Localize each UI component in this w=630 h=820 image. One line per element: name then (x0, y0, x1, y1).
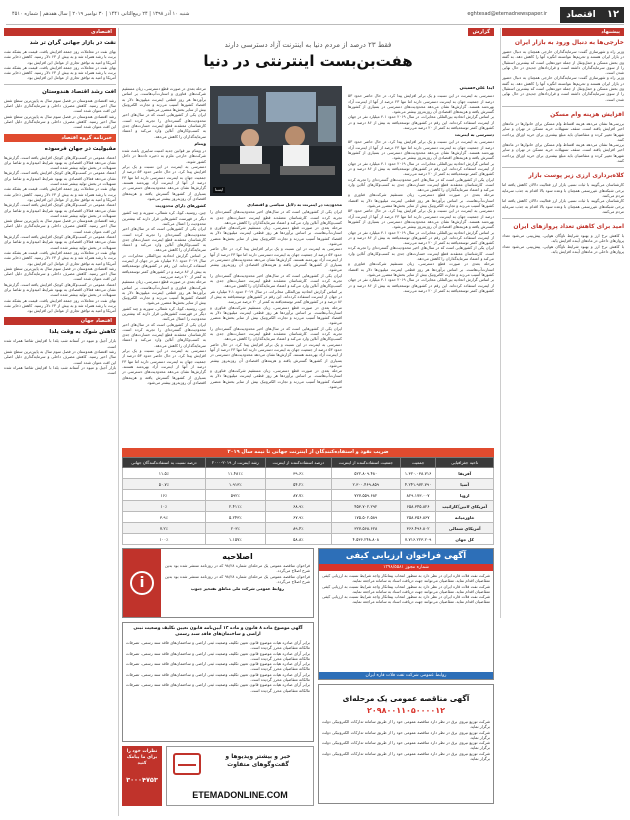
main-paragraph: بر اساس گزارش اتحادیه بین‌المللی مخابرات، در سال ۲۰۱۹ حدود ۴.۱ میلیارد نفر در جهان از اینترنت استفاده کرده‌اند. این رقم در کشورهای توسعه‌یافته به بیش از ۸۶ درصد و در کشورهای کمتر توسعه‌یافته به کمتر از ۲۰ درصد می‌رسد. (348, 114, 494, 130)
main-paragraph: ایران یکی از کشورهایی است که در سال‌های اخیر محدودیت‌های گسترده‌ای را تجربه کرده است. کارشناسان معتقدند قطع اینترنت خسارت‌های جدی به کسب‌وکارهای آنلاین وارد می‌کند و اعتماد سرمایه‌گذاران را کاهش می‌دهد. (210, 325, 342, 342)
table-cell: ۸۹.۴٪ (265, 523, 331, 534)
main-subhead: ویتنام (194, 140, 206, 146)
left-story-body: بهای نفت در معاملات روز جمعه افزایش یافت. قیمت هر بشکه نفت برنت با رشد همراه شد و به بیش از ۶۳ دلار رسید. کاهش ذخایر نفت آمریکا و امید به توافق تجاری از عوامل این افزایش بود. (4, 297, 116, 314)
table-cell: ۵۴.۲٪ (265, 479, 331, 490)
date-line: شنبه ۱۰ آذر ۱۳۹۸ | ۲۴ ربیع‌الثانی ۱۴۴۱ | ۳۰ نوامبر ۲۰۱۹ | سال هفدهم | شماره ۴۵۱۰ (12, 11, 190, 18)
right-story-body-cont: بررسی‌ها نشان می‌دهد هزینه اقساط وام مسکن برای خانوارها در ماه‌های اخیر افزایش یافته است. سقف تسهیلات خرید مسکن در تهران و سایر شهرها تغییر کرده و متقاضیان باید مبلغ بیشتری برای خرید اوراق پرداخت کنند. (502, 142, 624, 164)
main-col-3 (122, 86, 206, 442)
table-cell: ۶۸.۹٪ (265, 501, 331, 512)
main-subhead: دسترسی به اینترنت (454, 132, 494, 138)
table-cell: ۳.۹٪ (123, 512, 206, 523)
right-story-title: خارجی‌ها به دنبال ورود به بازار ایران (514, 39, 624, 46)
region-cell: اروپا (436, 490, 494, 501)
main-story-header (122, 28, 494, 71)
header-divider (6, 24, 624, 25)
region-cell: آفریقا (436, 468, 494, 479)
ad-footer: روابط عمومی شرکت ملی مناطق نفتخیز جنوب (191, 586, 284, 592)
main-paragraph: ایران یکی از کشورهایی است که در سال‌های اخیر محدودیت‌های گسترده‌ای را تجربه کرده است. کارشناسان معتقدند قطع اینترنت خسارت‌های جدی به کسب‌وکارهای آنلاین وارد می‌کند و اعتماد سرمایه‌گذاران را کاهش می‌دهد. (348, 245, 494, 262)
right-story-body: وزیر راه و شهرسازی گفت: سرمایه‌گذاران خارجی همچنان به دنبال حضور در بازار ایران هستند و تحریم‌ها نتوانسته انگیزه آنها را کاهش دهد. به گفته وی بخش مسکن و حمل‌ونقل از جمله حوزه‌هایی است که بیشترین استقبال را از سوی سرمایه‌گذاران داشته است و قراردادهای جدیدی در حال نهایی شدن است. (502, 49, 624, 76)
table-cell: ۱.۹۱۳٪ (205, 479, 265, 490)
main-paragraph: ایران یکی از کشورهایی است که در سال‌های اخیر محدودیت‌های گسترده‌ای را تجربه کرده است. کارشناسان معتقدند قطع اینترنت خسارت‌های جدی به کسب‌وکارهای آنلاین وارد می‌کند و اعتماد سرمایه‌گذاران را کاهش می‌دهد. (122, 226, 206, 253)
left-story-title: نفت در بازار جهانی گران تر شد (29, 40, 116, 46)
main-col-2 (210, 200, 342, 442)
info-icon: i (130, 571, 154, 595)
main-paragraph: بر اساس گزارش اتحادیه بین‌المللی مخابرات، در سال ۲۰۱۹ حدود ۴.۱ میلیارد نفر در جهان از اینترنت استفاده کرده‌اند. این رقم در کشورهای توسعه‌یافته به بیش از ۸۶ درصد و در کشورهای کمتر توسعه‌یافته به کمتر از ۲۰ درصد می‌رسد. (348, 277, 494, 293)
ad-body: شرکت توزیع نیروی برق در نظر دارد مناقصه عمومی خود را از طریق سامانه تدارکات الکترونیکی دولت برگزار نماید. (322, 729, 490, 740)
left-story-body: اعتماد عمومی در کسب‌وکارهای کوچک افزایش یافته است. گزارش‌ها نشان می‌دهد فعالان اقتصادی به بهبود شرایط امیدوارند و تقاضا برای تسهیلات در بخش تولید بیشتر شده است. (4, 281, 116, 298)
main-paragraph: مرحله بعدی در صورت قطع دسترسی، زیان مستقیم شرکت‌های فناوری و استارت‌آپ‌هاست. بر اساس برآوردها هر روز قطعی اینترنت میلیون‌ها دلار به اقتصاد کشورها آسیب می‌زند و تجارت الکترونیک بیش از سایر بخش‌ها متضرر می‌شود. (122, 86, 206, 113)
ad-body: برابر آرای صادره هیات موضوع قانون تعیین تکلیف وضعیت ثبتی اراضی و ساختمان‌های فاقد سند رسمی، تصرفات مالکانه متقاضیان محرز گردیده است. (126, 661, 310, 672)
main-col-1 (348, 86, 494, 442)
table-cell: ۱۷۵.۵۰۲.۵۸۹ (331, 512, 400, 523)
table-cell: ۱۰٪ (123, 501, 206, 512)
photo-credit: ایسنا (215, 187, 224, 192)
divider (502, 218, 624, 219)
column-rule (118, 28, 119, 816)
left-story-body: بازار آجیل و میوه در آستانه شب یلدا با افزایش تقاضا همراه شده است. (4, 338, 116, 349)
main-paragraph: ایران یکی از کشورهایی است که در سال‌های اخیر محدودیت‌های گسترده‌ای را تجربه کرده است. کارشناسان معتقدند قطع اینترنت خسارت‌های جدی به کسب‌وکارهای آنلاین وارد می‌کند و اعتماد سرمایه‌گذاران را کاهش می‌دهد. (210, 209, 342, 225)
ad-title: اصلاحیه (222, 552, 253, 561)
left-column-label: اقتصاد جهان (4, 317, 116, 325)
main-photo (210, 86, 342, 196)
table-cell: ۴.۵۳۶.۲۴۸.۸۰۸ (331, 534, 400, 545)
table-title: ضریب نفوذ و استفاده‌کنندگان از اینترنت جهانی تا نیمه سال ۲۰۱۹ (122, 448, 494, 457)
left-story-body: رشد اقتصادی هندوستان در فصل سوم سال به پایین‌ترین سطح شش سال اخیر رسید. کاهش مصرف داخلی و سرمایه‌گذاری دلیل اصلی این افت عنوان شده است. (4, 265, 116, 282)
left-story-body: رشد اقتصادی هندوستان در فصل سوم سال به پایین‌ترین سطح شش سال اخیر رسید. کاهش مصرف داخلی و سرمایه‌گذاری دلیل اصلی این افت عنوان شده است. (4, 97, 116, 114)
right-story-body-cont: وزیر راه و شهرسازی گفت: سرمایه‌گذاران خارجی همچنان به دنبال حضور در بازار ایران هستند و تحریم‌ها نتوانسته انگیزه آنها را کاهش دهد. به گفته وی بخش مسکن و حمل‌ونقل از جمله حوزه‌هایی است که بیشترین استقبال را از سوی سرمایه‌گذاران داشته است و قراردادهای جدیدی در حال نهایی شدن است. (502, 75, 624, 102)
table-cell: ۷۲۷.۵۵۹.۶۸۲ (331, 490, 400, 501)
table-cell: ۸۲۹.۱۷۳.۰۰۷ (400, 490, 436, 501)
info-icon-box (123, 549, 161, 617)
region-cell: آمریکای لاتین/کارائیب (436, 501, 494, 512)
ad-body: شرکت نفت فلات قاره ایران در نظر دارد به منظور انتخاب پیمانکار واجد شرایط نسبت به ارزیابی کیفی متقاضیان اقدام نماید. متقاضیان می‌توانند جهت دریافت اسناد به سامانه مراجعه نمایند. (322, 594, 490, 605)
sms-label: نظرات خود را برای ما پیامک کنید (126, 749, 158, 766)
divider (502, 167, 624, 168)
stats-table (122, 457, 494, 545)
divider (502, 106, 624, 107)
right-story-body-cont: کارشناسان می‌گویند با ثبات نسبی بازار ارز فعالیت دلالان کاهش یافته اما برخی شبکه‌های غیررسمی همچنان با وعده سود بالا اقدام به جذب سرمایه مردم می‌کنند. (502, 198, 624, 214)
table-row (123, 512, 494, 523)
right-story-body: بررسی‌ها نشان می‌دهد هزینه اقساط وام مسکن برای خانوارها در ماه‌های اخیر افزایش یافته است. سقف تسهیلات خرید مسکن در تهران و سایر شهرها تغییر کرده و متقاضیان باید مبلغ بیشتری برای خرید اوراق پرداخت کنند. (502, 120, 624, 142)
main-title: هفت‌بن‌بست اینترنتی در دنیا (203, 52, 413, 70)
section-tag: اقتصاد (560, 7, 602, 23)
main-paragraph: ایران یکی از کشورهایی است که در سال‌های اخیر محدودیت‌های گسترده‌ای را تجربه کرده است. کارشناسان معتقدند قطع اینترنت خسارت‌های جدی به کسب‌وکارهای آنلاین وارد می‌کند و اعتماد سرمایه‌گذاران را کاهش می‌دهد. (122, 112, 206, 139)
right-story-title: افزایش هزینه وام مسکن (550, 110, 624, 118)
table-cell: ۱.۱۵۷٪ (205, 534, 265, 545)
table-cell: ۲.۳۰۰.۴۶۹.۸۵۹ (331, 479, 400, 490)
ad-body: برابر آرای صادره هیات موضوع قانون تعیین تکلیف وضعیت ثبتی اراضی و ساختمان‌های فاقد سند رسمی، تصرفات مالکانه متقاضیان محرز گردیده است. (126, 640, 310, 651)
table-header-row (123, 458, 494, 468)
table-cell: ۱۶٪ (123, 490, 206, 501)
region-cell: خاورمیانه (436, 512, 494, 523)
table-cell: ۱.۳۲۰.۰۳۸.۷۱۶ (400, 468, 436, 479)
ad-body: شرکت توزیع نیروی برق در نظر دارد مناقصه عمومی خود را از طریق سامانه تدارکات الکترونیکی دولت برگزار نماید. (322, 719, 490, 730)
ad-body: شرکت نفت فلات قاره ایران در نظر دارد به منظور انتخاب پیمانکار واجد شرایط نسبت به ارزیابی کیفی متقاضیان اقدام نماید. متقاضیان می‌توانند جهت دریافت اسناد به سامانه مراجعه نمایند. (322, 573, 490, 584)
left-column-label: اقتصادی (4, 28, 116, 36)
table-cell: ۷.۲٪ (123, 523, 206, 534)
ad-title: آگهی فراخوان ارزیابی کیفی (319, 549, 493, 564)
main-paragraph: دسترسی به اینترنت در این نسبت و یک برابر افزایش پیدا کرد. در حال حاضر حدود ۵۳ درصد از جمعیت جهان به اینترنت دسترسی دارند اما تنها ۲۳ درصد از آنها از اینترنت آزاد بهره‌مند هستند. گزارش‌ها نشان می‌دهد محدودیت‌های دسترسی در بسیاری از کشورها گسترش یافته و هزینه‌های اقتصادی آن روزبه‌روز بیشتر می‌شود. (122, 164, 206, 201)
ad-body: برابر آرای صادره هیات موضوع قانون تعیین تکلیف وضعیت ثبتی اراضی و ساختمان‌های فاقد سند رسمی، تصرفات مالکانه متقاضیان محرز گردیده است. (126, 671, 310, 683)
left-story-body: اعتماد عمومی در کسب‌وکارهای کوچک افزایش یافته است. گزارش‌ها نشان می‌دهد فعالان اقتصادی به بهبود شرایط امیدوارند و تقاضا برای تسهیلات در بخش تولید بیشتر شده است. (4, 234, 116, 250)
left-story-body: بازار آجیل و میوه در آستانه شب یلدا با افزایش تقاضا همراه شده است. (4, 364, 116, 376)
main-subtitle: فقط ۲۳ درصد از مردم دنیا به اینترنت آزاد دسترسی دارند (224, 41, 392, 49)
promo-site[interactable]: ETEMADONLINE.COM (192, 790, 288, 800)
right-column-label: پیشنهاد (502, 28, 624, 36)
main-paragraph: ایران یکی از کشورهایی است که در سال‌های اخیر محدودیت‌های گسترده‌ای را تجربه کرده است. کارشناسان معتقدند قطع اینترنت خسارت‌های جدی به کسب‌وکارهای آنلاین وارد می‌کند و اعتماد سرمایه‌گذاران را کاهش می‌دهد. (210, 272, 342, 289)
divider (4, 84, 116, 85)
table-cell: ۶۵۸.۳۴۵.۸۲۶ (400, 501, 436, 512)
main-paragraph: بر اساس گزارش اتحادیه بین‌المللی مخابرات، در سال ۲۰۱۹ حدود ۴.۱ میلیارد نفر در جهان از اینترنت استفاده کرده‌اند. این رقم در کشورهای توسعه‌یافته به بیش از ۸۶ درصد و در کشورهای کمتر توسعه‌یافته به کمتر از ۲۰ درصد می‌رسد. (122, 252, 206, 279)
table-header-cell: جمعیت (400, 458, 436, 468)
table-cell: ۳۹.۶٪ (265, 468, 331, 479)
table-row (123, 534, 494, 545)
main-paragraph: چین، روسیه، کوبا، کره شمالی، سوریه و چند کشور دیگر در فهرست کشورهایی قرار دارند که بیشترین محدودیت را اعمال می‌کنند. (122, 210, 206, 226)
table-body (123, 468, 494, 545)
kicker: گزارش (468, 28, 494, 36)
right-story-body: با کاهش نرخ ارز و بهبود شرایط ناوگان هوایی، پیش‌بینی می‌شود تعداد پروازهای داخلی در ماه‌های آینده افزایش یابد. (502, 233, 624, 244)
table-row (123, 468, 494, 479)
table-header-cell: ناحیه جغرافیایی (436, 458, 494, 468)
main-paragraph: دسترسی به اینترنت در این نسبت و یک برابر افزایش پیدا کرد. در حال حاضر حدود ۵۳ درصد از جمعیت جهان به اینترنت دسترسی دارند اما تنها ۲۳ درصد از آنها از اینترنت آزاد بهره‌مند هستند. گزارش‌ها نشان می‌دهد محدودیت‌های دسترسی در بسیاری از کشورها گسترش یافته و هزینه‌های اقتصادی آن روزبه‌روز بیشتر می‌شود. (122, 348, 206, 385)
ad-body: برابر آرای صادره هیات موضوع قانون تعیین تکلیف وضعیت ثبتی اراضی و ساختمان‌های فاقد سند رسمی، تصرفات مالکانه متقاضیان محرز گردیده است. (126, 650, 310, 661)
table-cell: ۵.۲۴۳٪ (205, 512, 265, 523)
table-cell: ۴.۲۴۱.۹۷۲.۷۹۰ (400, 479, 436, 490)
main-paragraph: دسترسی به اینترنت در این نسبت و یک برابر افزایش پیدا کرد. در حال حاضر حدود ۵۳ درصد از جمعیت جهان به اینترنت دسترسی دارند اما تنها ۲۳ درصد از آنها از اینترنت آزاد بهره‌مند هستند. گزارش‌ها نشان می‌دهد محدودیت‌های دسترسی در بسیاری از کشورها گسترش یافته و هزینه‌های اقتصادی آن روزبه‌روز بیشتر می‌شود. (210, 246, 342, 273)
main-paragraph: مرحله بعدی در صورت قطع دسترسی، زیان مستقیم شرکت‌های فناوری و استارت‌آپ‌هاست. بر اساس برآوردها هر روز قطعی اینترنت میلیون‌ها دلار به اقتصاد کشورها آسیب می‌زند و تجارت الکترونیک بیش از سایر بخش‌ها متضرر می‌شود. (210, 304, 342, 326)
region-cell: کل جهان (436, 534, 494, 545)
promo-text: خبر و بیشتر ویدیوها و گفت‌وگوهای متفاوت (225, 753, 291, 768)
stats-table-block (122, 448, 494, 545)
ad-land-notice[interactable] (122, 622, 314, 742)
main-paragraph: دسترسی به اینترنت در این نسبت و یک برابر افزایش پیدا کرد. در حال حاضر حدود ۵۳ درصد از جمعیت جهان به اینترنت دسترسی دارند اما تنها ۲۳ درصد از آنها از اینترنت آزاد بهره‌مند هستند. گزارش‌ها نشان می‌دهد محدودیت‌های دسترسی در بسیاری از کشورها گسترش یافته و هزینه‌های اقتصادی آن روزبه‌روز بیشتر می‌شود. (348, 139, 494, 161)
table-cell: ۵۸.۸٪ (265, 534, 331, 545)
table-header-cell: درصد نسبت به استفاده‌کنندگان جهانی (123, 458, 206, 468)
table-cell: ۳۶۶.۴۹۶.۸۰۲ (400, 523, 436, 534)
left-story-title: افت رشد اقتصاد هندوستان (42, 88, 116, 95)
table-cell: ۱۱.۴۸۱٪ (205, 468, 265, 479)
table-cell: ۲۵۸.۳۵۶.۸۶۷ (400, 512, 436, 523)
table-cell: ۵۹۲٪ (205, 490, 265, 501)
ad-body: شرکت نفت فلات قاره ایران در نظر دارد به منظور انتخاب پیمانکار واجد شرایط نسبت به ارزیابی کیفی متقاضیان اقدام نماید. متقاضیان می‌توانند جهت دریافت اسناد به سامانه مراجعه نمایند. (322, 583, 490, 594)
byline: آیدا علی‌حسینی (459, 86, 494, 91)
left-story-body: رشد اقتصادی هندوستان در فصل سوم سال به پایین‌ترین سطح شش سال اخیر رسید. کاهش مصرف داخلی و سرمایه‌گذاری دلیل اصلی این افت عنوان شده است. (4, 218, 116, 234)
region-cell: آسیا (436, 479, 494, 490)
table-cell: ۷.۷۱۶.۲۲۳.۲۰۹ (400, 534, 436, 545)
ad-tender[interactable] (318, 684, 494, 804)
left-story-body: بهای نفت در معاملات روز جمعه افزایش یافت. قیمت هر بشکه نفت برنت با رشد همراه شد و به بیش از ۶۳ دلار رسید. کاهش ذخایر نفت آمریکا و امید به توافق تجاری از عوامل این افزایش بود. (4, 49, 116, 65)
left-column (4, 28, 116, 816)
ad-quality-call[interactable] (318, 548, 494, 680)
table-row (123, 523, 494, 534)
main-subhead: کشورهای دارای محدودیت (155, 203, 206, 209)
main-paragraph: ایران یکی از کشورهایی است که در سال‌های اخیر محدودیت‌های گسترده‌ای را تجربه کرده است. کارشناسان معتقدند قطع اینترنت خسارت‌های جدی به کسب‌وکارهای آنلاین وارد می‌کند و اعتماد سرمایه‌گذاران را کاهش می‌دهد. (348, 176, 494, 193)
table-cell: ۱۱.۵٪ (123, 468, 206, 479)
left-story-title: مقبولیت در جهان فرسوده (44, 145, 116, 152)
table-cell: ۵۲۲.۸۰۹.۴۸۰ (331, 468, 400, 479)
ad-body: برابر آرای صادره هیات موضوع قانون تعیین تکلیف وضعیت ثبتی اراضی و ساختمان‌های فاقد سند رسمی، تصرفات مالکانه متقاضیان محرز گردیده است. (126, 682, 310, 693)
main-paragraph: مرحله بعدی در صورت قطع دسترسی، زیان مستقیم شرکت‌های فناوری و استارت‌آپ‌هاست. بر اساس برآوردها هر روز قطعی اینترنت میلیون‌ها دلار به اقتصاد کشورها آسیب می‌زند و تجارت الکترونیک بیش از سایر بخش‌ها متضرر می‌شود. (348, 192, 494, 209)
table-header-cell: رشد اینترنت از ۲۰۱۹-۲۰۰۰ (205, 458, 265, 468)
main-paragraph: مرحله بعدی در صورت قطع دسترسی، زیان مستقیم شرکت‌های فناوری و استارت‌آپ‌هاست. بر اساس برآوردها هر روز قطعی اینترنت میلیون‌ها دلار به اقتصاد کشورها آسیب می‌زند و تجارت الکترونیک بیش از سایر بخش‌ها متضرر می‌شود. (348, 261, 494, 277)
main-paragraph: مرحله بعدی در صورت قطع دسترسی، زیان مستقیم شرکت‌های فناوری و استارت‌آپ‌هاست. بر اساس برآوردها هر روز قطعی اینترنت میلیون‌ها دلار به اقتصاد کشورها آسیب می‌زند و تجارت الکترونیک بیش از سایر بخش‌ها متضرر می‌شود. (122, 279, 206, 306)
left-story-body: بهای نفت در معاملات روز جمعه افزایش یافت. قیمت هر بشکه نفت برنت با رشد همراه شد و به بیش از ۶۳ دلار رسید. کاهش ذخایر نفت آمریکا و امید به توافق تجاری از عوامل این افزایش بود. (4, 186, 116, 202)
column-rule (500, 28, 501, 618)
ad-correction[interactable] (122, 548, 314, 618)
masthead (6, 7, 624, 23)
sms-box[interactable] (122, 746, 162, 806)
region-cell: آمریکای شمالی (436, 523, 494, 534)
table-row (123, 490, 494, 501)
right-story-body-cont: با کاهش نرخ ارز و بهبود شرایط ناوگان هوایی، پیش‌بینی می‌شود تعداد پروازهای داخلی در ماه‌های آینده افزایش یابد. (502, 243, 624, 255)
right-story-title: کلاه‌برداری ارزی زیر پوست بازار (528, 172, 624, 180)
main-paragraph: در ویتنام نیز قوانین جدید امنیت سایبری باعث شده شرکت‌های خارجی ملزم به ذخیره داده‌ها در داخل کشور شوند. (122, 148, 206, 164)
promo-etemadonline[interactable] (166, 746, 314, 806)
ad-title: آگهی موضوع ماده ۸ قانون و ماده ۱۳ آیین‌نامه قانون تعیین تکلیف وضعیت ثبتی اراضی و ساختمان‌های فاقد سند رسمی (133, 626, 303, 637)
ad-footer: روابط عمومی شرکت نفت فلات قاره ایران (319, 672, 493, 679)
table-header-cell: درصد استفاده‌کننده از اینترنت (265, 458, 331, 468)
table-cell: ۱۰۰٪ (123, 534, 206, 545)
table-header-cell: جمعیت استفاده‌کننده از اینترنت (331, 458, 400, 468)
table-cell: ۵۰.۷٪ (123, 479, 206, 490)
ad-number: ۲۰۹۸۰۰۱۱۰۵۰۰۰۰۱۲ (366, 706, 446, 715)
table-cell: ۸۷.۷٪ (265, 490, 331, 501)
right-story-body: کارشناسان می‌گویند با ثبات نسبی بازار ارز فعالیت دلالان کاهش یافته اما برخی شبکه‌های غیررسمی همچنان با وعده سود بالا اقدام به جذب سرمایه مردم می‌کنند. (502, 182, 624, 198)
main-paragraph: مرحله بعدی در صورت قطع دسترسی، زیان مستقیم شرکت‌های فناوری و استارت‌آپ‌هاست. بر اساس برآوردها هر روز قطعی اینترنت میلیون‌ها دلار به اقتصاد کشورها آسیب می‌زند و تجارت الکترونیک بیش از سایر بخش‌ها متضرر می‌شود. (210, 368, 342, 389)
left-story-body: اعتماد عمومی در کسب‌وکارهای کوچک افزایش یافته است. گزارش‌ها نشان می‌دهد فعالان اقتصادی به بهبود شرایط امیدوارند و تقاضا برای تسهیلات در بخش تولید بیشتر شده است. (4, 154, 116, 171)
table-cell: ۶۷.۹٪ (265, 512, 331, 523)
right-story-title: امید برای کاهش تعداد پروازهای ایران (513, 223, 624, 231)
main-paragraph: دسترسی به اینترنت در این نسبت و یک برابر افزایش پیدا کرد. در حال حاضر حدود ۵۳ درصد از جمعیت جهان به اینترنت دسترسی دارند اما تنها ۲۳ درصد از آنها از اینترنت آزاد بهره‌مند هستند. گزارش‌ها نشان می‌دهد محدودیت‌های دسترسی در بسیاری از کشورها گسترش یافته و هزینه‌های اقتصادی آن روزبه‌روز بیشتر می‌شود. (348, 93, 494, 115)
ad-title: آگهی مناقصه عمومی یک مرحله‌ای (342, 694, 470, 703)
right-column (502, 28, 624, 498)
main-paragraph: مرحله بعدی در صورت قطع دسترسی، زیان مستقیم شرکت‌های فناوری و استارت‌آپ‌هاست. بر اساس برآوردها هر روز قطعی اینترنت میلیون‌ها دلار به اقتصاد کشورها آسیب می‌زند و تجارت الکترونیک بیش از سایر بخش‌ها متضرر می‌شود. (210, 225, 342, 246)
table-cell: ۲۰۳٪ (205, 523, 265, 534)
logo-icon (173, 753, 201, 775)
main-paragraph: دسترسی به اینترنت در این نسبت و یک برابر افزایش پیدا کرد. در حال حاضر حدود ۵۳ درصد از جمعیت جهان به اینترنت دسترسی دارند اما تنها ۲۳ درصد از آنها از اینترنت آزاد بهره‌مند هستند. گزارش‌ها نشان می‌دهد محدودیت‌های دسترسی در بسیاری از کشورها گسترش یافته و هزینه‌های اقتصادی آن روزبه‌روز بیشتر می‌شود. (348, 208, 494, 230)
main-paragraph: بر اساس گزارش اتحادیه بین‌المللی مخابرات، در سال ۲۰۱۹ حدود ۴.۱ میلیارد نفر در جهان از اینترنت استفاده کرده‌اند. این رقم در کشورهای توسعه‌یافته به بیش از ۸۶ درصد و در کشورهای کمتر توسعه‌یافته به کمتر از ۲۰ درصد می‌رسد. (348, 229, 494, 246)
table-cell: ۳۲۷.۵۶۸.۶۲۸ (331, 523, 400, 534)
ad-body: شرکت توزیع نیروی برق در نظر دارد مناقصه عمومی خود را از طریق سامانه تدارکات الکترونیکی دولت برگزار نماید. (322, 740, 490, 751)
table-row (123, 479, 494, 490)
ad-body: شرکت توزیع نیروی برق در نظر دارد مناقصه عمومی خود را از طریق سامانه تدارکات الکترونیکی دولت برگزار نماید. (322, 750, 490, 762)
main-paragraph: ایران یکی از کشورهایی است که در سال‌های اخیر محدودیت‌های گسترده‌ای را تجربه کرده است. کارشناسان معتقدند قطع اینترنت خسارت‌های جدی به کسب‌وکارهای آنلاین وارد می‌کند و اعتماد سرمایه‌گذاران را کاهش می‌دهد. (122, 321, 206, 348)
main-subhead: محدودیت در اینترنت به دلایل سیاسی و اقتصادی (247, 202, 342, 207)
left-story-title: کاهش شوک به وقت یلدا (49, 329, 116, 336)
ad-subtitle: شماره مجوز ۱۳۹۸/۵۵۸۱ (319, 564, 493, 571)
table-cell: ۴۵۳.۷۰۲.۲۹۲ (331, 501, 400, 512)
left-story-body: بهای نفت در معاملات روز جمعه افزایش یافت. قیمت هر بشکه نفت برنت با رشد همراه شد و به بیش از ۶۳ دلار رسید. کاهش ذخایر نفت آمریکا و امید به توافق تجاری از عوامل این افزایش بود. (4, 249, 116, 266)
section-email[interactable]: eghtesad@etemadnewspaper.ir (467, 11, 547, 18)
main-paragraph: دسترسی به اینترنت در این نسبت و یک برابر افزایش پیدا کرد. در حال حاضر حدود ۵۳ درصد از جمعیت جهان به اینترنت دسترسی دارند اما تنها ۲۳ درصد از آنها از اینترنت آزاد بهره‌مند هستند. گزارش‌ها نشان می‌دهد محدودیت‌های دسترسی در بسیاری از کشورها گسترش یافته و هزینه‌های اقتصادی آن روزبه‌روز بیشتر می‌شود. (210, 341, 342, 368)
ad-body: فراخوان مناقصه عمومی یک مرحله‌ای شماره ۹۸/۲۸ که در روزنامه منتشر شده بود بدین شرح اصلاح می‌گردد. (165, 573, 310, 584)
main-paragraph: بر اساس گزارش اتحادیه بین‌المللی مخابرات، در سال ۲۰۱۹ حدود ۴.۱ میلیارد نفر در جهان از اینترنت استفاده کرده‌اند. این رقم در کشورهای توسعه‌یافته به بیش از ۸۶ درصد و در کشورهای کمتر توسعه‌یافته به کمتر از ۲۰ درصد می‌رسد. (210, 288, 342, 305)
left-column-label: خبرنامه گروه اقتصاد (4, 134, 116, 142)
left-story-body: اعتماد عمومی در کسب‌وکارهای کوچک افزایش یافته است. گزارش‌ها نشان می‌دهد فعالان اقتصادی به بهبود شرایط امیدوارند و تقاضا برای تسهیلات در بخش تولید بیشتر شده است. (4, 170, 116, 187)
sms-number[interactable]: ۳۰۰۰۴۷۵۳ (126, 776, 158, 784)
table-row (123, 501, 494, 512)
page-number: ۱۲ (602, 7, 624, 23)
left-story-body: رشد اقتصادی هندوستان در فصل سوم سال به پایین‌ترین سطح شش سال اخیر رسید. کاهش مصرف داخلی و سرمایه‌گذاری دلیل اصلی این افت عنوان شده است. (4, 349, 116, 365)
left-story-body: اعتماد عمومی در کسب‌وکارهای کوچک افزایش یافته است. گزارش‌ها نشان می‌دهد فعالان اقتصادی به بهبود شرایط امیدوارند و تقاضا برای تسهیلات در بخش تولید بیشتر شده است. (4, 202, 116, 218)
main-paragraph: بر اساس گزارش اتحادیه بین‌المللی مخابرات، در سال ۲۰۱۹ حدود ۴.۱ میلیارد نفر در جهان از اینترنت استفاده کرده‌اند. این رقم در کشورهای توسعه‌یافته به بیش از ۸۶ درصد و در کشورهای کمتر توسعه‌یافته به کمتر از ۲۰ درصد می‌رسد. (348, 160, 494, 177)
left-story-body: بهای نفت در معاملات روز جمعه افزایش یافت. قیمت هر بشکه نفت برنت با رشد همراه شد و به بیش از ۶۳ دلار رسید. کاهش ذخایر نفت آمریکا و امید به توافق تجاری از عوامل این افزایش بود. (4, 64, 116, 81)
left-story-body: رشد اقتصادی هندوستان در فصل سوم سال به پایین‌ترین سطح شش سال اخیر رسید. کاهش مصرف داخلی و سرمایه‌گذاری دلیل اصلی این افت عنوان شده است. (4, 113, 116, 130)
main-paragraph: چین، روسیه، کوبا، کره شمالی، سوریه و چند کشور دیگر در فهرست کشورهایی قرار دارند که بیشترین محدودیت را اعمال می‌کنند. (122, 305, 206, 322)
ad-body: فراخوان مناقصه عمومی یک مرحله‌ای شماره ۹۸/۲۸ که در روزنامه منتشر شده بود بدین شرح اصلاح می‌گردد. (165, 563, 310, 574)
table-cell: ۲.۴۱۱٪ (205, 501, 265, 512)
